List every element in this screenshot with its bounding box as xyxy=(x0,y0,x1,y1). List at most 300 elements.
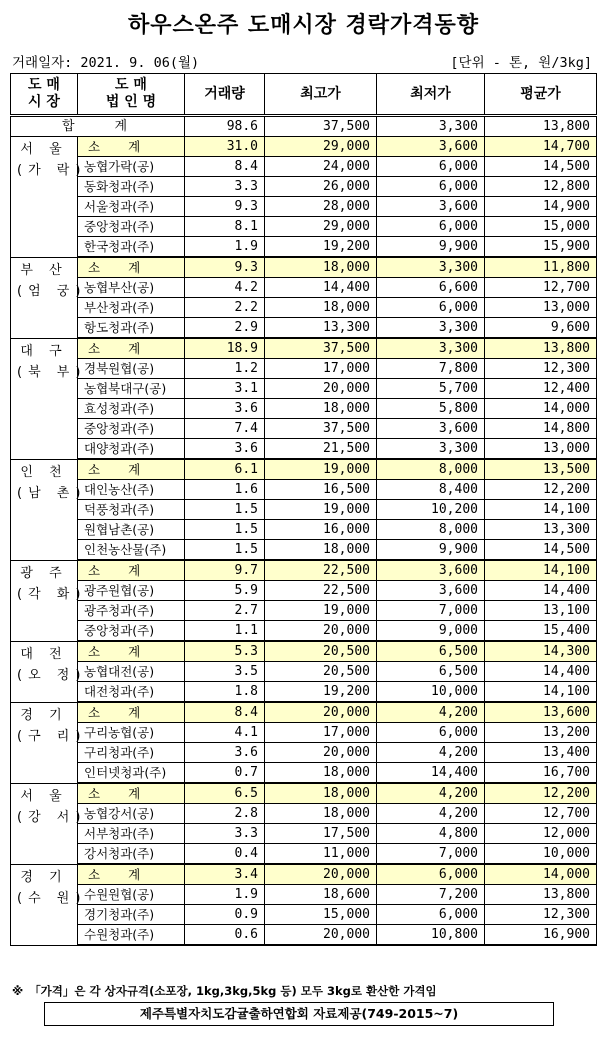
table-row xyxy=(11,237,597,258)
table-row xyxy=(11,540,597,561)
avg-price-cell: 14,100 xyxy=(485,560,597,581)
avg-price-cell: 13,000 xyxy=(485,439,597,460)
min-price-cell: 4,800 xyxy=(377,824,485,844)
volume-cell: 2.9 xyxy=(185,318,265,339)
market-district: (각 화) xyxy=(17,586,87,602)
max-price-cell: 20,000 xyxy=(265,621,377,642)
avg-price-cell: 14,400 xyxy=(485,662,597,682)
avg-price-cell: 15,400 xyxy=(485,621,597,642)
table-row xyxy=(11,520,597,540)
min-price-cell: 8,000 xyxy=(377,520,485,540)
avg-price-cell: 14,500 xyxy=(485,157,597,177)
max-price-cell: 19,200 xyxy=(265,682,377,703)
max-price-cell: 16,000 xyxy=(265,520,377,540)
avg-price-cell: 13,300 xyxy=(485,520,597,540)
corp-name: 한국청과(주) xyxy=(78,237,185,258)
volume-cell: 5.3 xyxy=(185,641,265,662)
header-market xyxy=(11,74,78,116)
table-row xyxy=(11,278,597,298)
volume-cell: 0.6 xyxy=(185,925,265,946)
table-row xyxy=(11,662,597,682)
corp-name: 원협남촌(공) xyxy=(78,520,185,540)
corp-name: 광주원협(공) xyxy=(78,581,185,601)
max-price-cell: 37,500 xyxy=(265,419,377,439)
header-market-line2: 시 장 xyxy=(28,94,60,110)
volume-cell: 1.8 xyxy=(185,682,265,703)
min-price-cell: 6,000 xyxy=(377,905,485,925)
total-row xyxy=(11,116,597,137)
volume-cell: 1.9 xyxy=(185,885,265,905)
max-price-cell: 29,000 xyxy=(265,217,377,237)
price-table xyxy=(10,73,597,946)
max-price-cell: 16,500 xyxy=(265,480,377,500)
volume-cell: 31.0 xyxy=(185,137,265,157)
avg-price-cell: 11,800 xyxy=(485,257,597,278)
corp-name: 부산청과(주) xyxy=(78,298,185,318)
avg-price-cell: 12,700 xyxy=(485,804,597,824)
avg-price-cell: 13,500 xyxy=(485,459,597,480)
min-price-cell: 6,000 xyxy=(377,157,485,177)
table-row xyxy=(11,379,597,399)
corp-name: 소계 xyxy=(78,783,185,804)
corp-name: 인천농산물(주) xyxy=(78,540,185,561)
avg-price-cell: 14,100 xyxy=(485,682,597,703)
table-row xyxy=(11,217,597,237)
unit-label: [단위 - 톤, 원/3kg] xyxy=(450,55,592,71)
max-price-cell: 18,000 xyxy=(265,763,377,784)
volume-cell: 3.5 xyxy=(185,662,265,682)
max-price-cell: 29,000 xyxy=(265,137,377,157)
corp-name: 수원청과(주) xyxy=(78,925,185,946)
corp-name: 수원원협(공) xyxy=(78,885,185,905)
volume-cell: 2.8 xyxy=(185,804,265,824)
avg-price-cell: 16,700 xyxy=(485,763,597,784)
max-price-cell: 18,000 xyxy=(265,540,377,561)
market-group xyxy=(11,338,597,459)
avg-price-cell: 12,800 xyxy=(485,177,597,197)
volume-cell: 1.6 xyxy=(185,480,265,500)
max-price-cell: 18,000 xyxy=(265,298,377,318)
header-volume: 거래량 xyxy=(185,74,265,116)
market-name xyxy=(11,702,87,783)
max-price-cell: 20,000 xyxy=(265,702,377,723)
table-row xyxy=(11,581,597,601)
source-credit: 제주특별자치도감귤출하연합회 자료제공(749-2015~7) xyxy=(44,1002,554,1026)
min-price-cell: 3,300 xyxy=(377,257,485,278)
volume-cell: 2.2 xyxy=(185,298,265,318)
corp-name: 동화청과(주) xyxy=(78,177,185,197)
corp-name: 항도청과(주) xyxy=(78,318,185,339)
volume-cell: 8.4 xyxy=(185,157,265,177)
min-price-cell: 8,400 xyxy=(377,480,485,500)
max-price-cell: 19,000 xyxy=(265,500,377,520)
avg-price-cell: 12,200 xyxy=(485,783,597,804)
market-district: (남 촌) xyxy=(17,485,87,501)
table-row xyxy=(11,177,597,197)
max-price-cell: 18,000 xyxy=(265,399,377,419)
volume-cell: 1.1 xyxy=(185,621,265,642)
avg-price-cell: 15,900 xyxy=(485,237,597,258)
market-district: (수 원) xyxy=(17,890,87,906)
min-price-cell: 3,600 xyxy=(377,197,485,217)
market-name xyxy=(11,338,87,459)
market-district: (오 정) xyxy=(17,667,87,683)
avg-price-cell: 14,000 xyxy=(485,399,597,419)
corp-name: 소계 xyxy=(78,702,185,723)
volume-cell: 9.3 xyxy=(185,197,265,217)
volume-cell: 3.6 xyxy=(185,399,265,419)
max-price-cell: 21,500 xyxy=(265,439,377,460)
min-price-cell: 7,800 xyxy=(377,359,485,379)
market-name xyxy=(11,783,87,864)
corp-name: 소계 xyxy=(78,459,185,480)
min-price-cell: 7,000 xyxy=(377,601,485,621)
subtotal-row xyxy=(11,560,597,581)
avg-price-cell: 9,600 xyxy=(485,318,597,339)
max-price-cell: 20,000 xyxy=(265,379,377,399)
table-row xyxy=(11,743,597,763)
table-row xyxy=(11,419,597,439)
avg-price-cell: 14,900 xyxy=(485,197,597,217)
min-price-cell: 3,600 xyxy=(377,419,485,439)
volume-cell: 3.3 xyxy=(185,177,265,197)
corp-name: 소계 xyxy=(78,864,185,885)
corp-name: 농협북대구(공) xyxy=(78,379,185,399)
volume-cell: 1.5 xyxy=(185,540,265,561)
corp-name: 중앙청과(주) xyxy=(78,217,185,237)
min-price-cell: 10,200 xyxy=(377,500,485,520)
volume-cell: 8.4 xyxy=(185,702,265,723)
max-price-cell: 13,300 xyxy=(265,318,377,339)
corp-name: 농협가락(공) xyxy=(78,157,185,177)
volume-cell: 5.9 xyxy=(185,581,265,601)
min-price-cell: 3,600 xyxy=(377,581,485,601)
subtotal-row xyxy=(11,783,597,804)
volume-cell: 3.3 xyxy=(185,824,265,844)
corp-name: 소계 xyxy=(78,560,185,581)
max-price-cell: 28,000 xyxy=(265,197,377,217)
volume-cell: 4.2 xyxy=(185,278,265,298)
table-row xyxy=(11,844,597,865)
market-city: 대 전 xyxy=(20,646,68,662)
market-city: 경 기 xyxy=(20,869,68,885)
table-row xyxy=(11,298,597,318)
max-price-cell: 17,000 xyxy=(265,723,377,743)
avg-price-cell: 14,800 xyxy=(485,419,597,439)
header-corp-line1: 도 매 xyxy=(115,77,147,93)
market-city: 대 구 xyxy=(20,343,68,359)
total-min: 3,300 xyxy=(377,116,485,137)
volume-cell: 6.5 xyxy=(185,783,265,804)
volume-cell: 1.5 xyxy=(185,520,265,540)
min-price-cell: 10,000 xyxy=(377,682,485,703)
max-price-cell: 18,000 xyxy=(265,804,377,824)
volume-cell: 9.7 xyxy=(185,560,265,581)
header-avg: 평균가 xyxy=(485,74,597,116)
table-row xyxy=(11,763,597,784)
corp-name: 덕풍청과(주) xyxy=(78,500,185,520)
table-row xyxy=(11,500,597,520)
max-price-cell: 14,400 xyxy=(265,278,377,298)
table-row xyxy=(11,197,597,217)
corp-name: 농협대전(공) xyxy=(78,662,185,682)
avg-price-cell: 13,400 xyxy=(485,743,597,763)
corp-name: 인터넷청과(주) xyxy=(78,763,185,784)
max-price-cell: 22,500 xyxy=(265,560,377,581)
corp-name: 농협강서(공) xyxy=(78,804,185,824)
avg-price-cell: 12,400 xyxy=(485,379,597,399)
market-city: 인 천 xyxy=(20,464,68,480)
market-city: 광 주 xyxy=(20,565,68,581)
min-price-cell: 5,700 xyxy=(377,379,485,399)
header-market-line1: 도 매 xyxy=(28,77,60,93)
subtotal-row xyxy=(11,137,597,157)
market-city: 서 울 xyxy=(20,788,68,804)
page-title: 하우스온주 도매시장 경락가격동향 xyxy=(127,13,480,38)
max-price-cell: 26,000 xyxy=(265,177,377,197)
max-price-cell: 18,000 xyxy=(265,783,377,804)
max-price-cell: 20,000 xyxy=(265,925,377,946)
min-price-cell: 6,600 xyxy=(377,278,485,298)
table-row xyxy=(11,885,597,905)
corp-name: 대양청과(주) xyxy=(78,439,185,460)
avg-price-cell: 13,100 xyxy=(485,601,597,621)
total-avg: 13,800 xyxy=(485,116,597,137)
subtotal-row xyxy=(11,459,597,480)
min-price-cell: 6,000 xyxy=(377,864,485,885)
avg-price-cell: 13,200 xyxy=(485,723,597,743)
min-price-cell: 8,000 xyxy=(377,459,485,480)
market-group xyxy=(11,459,597,560)
max-price-cell: 11,000 xyxy=(265,844,377,865)
trade-date: 거래일자: 2021. 9. 06(월) xyxy=(12,55,200,71)
market-city: 경 기 xyxy=(20,707,68,723)
subtotal-row xyxy=(11,641,597,662)
min-price-cell: 3,300 xyxy=(377,439,485,460)
header-corp-line2: 법 인 명 xyxy=(105,94,157,110)
corp-name: 소계 xyxy=(78,257,185,278)
avg-price-cell: 13,000 xyxy=(485,298,597,318)
header-max: 최고가 xyxy=(265,74,377,116)
avg-price-cell: 12,300 xyxy=(485,905,597,925)
avg-price-cell: 15,000 xyxy=(485,217,597,237)
volume-cell: 6.1 xyxy=(185,459,265,480)
corp-name: 강서청과(주) xyxy=(78,844,185,865)
market-name xyxy=(11,459,87,560)
corp-name: 경북원협(공) xyxy=(78,359,185,379)
volume-cell: 3.6 xyxy=(185,439,265,460)
avg-price-cell: 12,300 xyxy=(485,359,597,379)
corp-name: 효성청과(주) xyxy=(78,399,185,419)
market-district: (구 리) xyxy=(17,728,87,744)
corp-name: 서부청과(주) xyxy=(78,824,185,844)
market-group xyxy=(11,257,597,338)
min-price-cell: 9,900 xyxy=(377,237,485,258)
min-price-cell: 3,600 xyxy=(377,560,485,581)
min-price-cell: 4,200 xyxy=(377,743,485,763)
market-name xyxy=(11,864,87,945)
table-row xyxy=(11,399,597,419)
market-city: 서 울 xyxy=(20,142,68,157)
min-price-cell: 6,000 xyxy=(377,177,485,197)
min-price-cell: 7,200 xyxy=(377,885,485,905)
corp-name: 중앙청과(주) xyxy=(78,419,185,439)
market-district: (강 서) xyxy=(17,809,87,825)
header-corp xyxy=(78,74,185,116)
max-price-cell: 20,000 xyxy=(265,743,377,763)
market-district: (엄 궁) xyxy=(17,283,87,299)
table-row xyxy=(11,804,597,824)
corp-name: 농협부산(공) xyxy=(78,278,185,298)
subtotal-row xyxy=(11,338,597,359)
volume-cell: 18.9 xyxy=(185,338,265,359)
info-bar xyxy=(12,51,592,71)
market-group xyxy=(11,702,597,783)
note-text: 「가격」은 각 상자규격(소포장, 1kg,3kg,5kg 등) 모두 3kg로 환산한 가격임 xyxy=(29,984,437,998)
min-price-cell: 4,200 xyxy=(377,783,485,804)
volume-cell: 2.7 xyxy=(185,601,265,621)
avg-price-cell: 12,700 xyxy=(485,278,597,298)
max-price-cell: 22,500 xyxy=(265,581,377,601)
table-row xyxy=(11,601,597,621)
corp-name: 구리청과(주) xyxy=(78,743,185,763)
volume-cell: 1.5 xyxy=(185,500,265,520)
table-header-row xyxy=(11,74,597,116)
market-name xyxy=(11,137,87,258)
volume-cell: 3.4 xyxy=(185,864,265,885)
avg-price-cell: 16,900 xyxy=(485,925,597,946)
volume-cell: 3.1 xyxy=(185,379,265,399)
volume-cell: 1.2 xyxy=(185,359,265,379)
volume-cell: 9.3 xyxy=(185,257,265,278)
min-price-cell: 4,200 xyxy=(377,702,485,723)
total-volume: 98.6 xyxy=(185,116,265,137)
max-price-cell: 20,500 xyxy=(265,641,377,662)
market-city: 부 산 xyxy=(20,262,68,278)
min-price-cell: 6,000 xyxy=(377,217,485,237)
avg-price-cell: 14,400 xyxy=(485,581,597,601)
max-price-cell: 15,000 xyxy=(265,905,377,925)
min-price-cell: 7,000 xyxy=(377,844,485,865)
market-district: (가 락) xyxy=(17,163,87,178)
max-price-cell: 24,000 xyxy=(265,157,377,177)
min-price-cell: 3,300 xyxy=(377,338,485,359)
max-price-cell: 20,000 xyxy=(265,864,377,885)
avg-price-cell: 14,100 xyxy=(485,500,597,520)
market-group xyxy=(11,560,597,641)
corp-name: 광주청과(주) xyxy=(78,601,185,621)
max-price-cell: 19,000 xyxy=(265,459,377,480)
min-price-cell: 5,800 xyxy=(377,399,485,419)
max-price-cell: 18,000 xyxy=(265,257,377,278)
market-group xyxy=(11,137,597,258)
volume-cell: 3.6 xyxy=(185,743,265,763)
min-price-cell: 6,500 xyxy=(377,662,485,682)
volume-cell: 0.9 xyxy=(185,905,265,925)
footnote xyxy=(12,983,437,999)
corp-name: 경기청과(주) xyxy=(78,905,185,925)
market-name xyxy=(11,641,87,702)
corp-name: 대전청과(주) xyxy=(78,682,185,703)
subtotal-row xyxy=(11,702,597,723)
min-price-cell: 3,600 xyxy=(377,137,485,157)
volume-cell: 7.4 xyxy=(185,419,265,439)
max-price-cell: 20,500 xyxy=(265,662,377,682)
avg-price-cell: 13,800 xyxy=(485,338,597,359)
avg-price-cell: 12,000 xyxy=(485,824,597,844)
market-group xyxy=(11,783,597,864)
subtotal-row xyxy=(11,257,597,278)
total-max: 37,500 xyxy=(265,116,377,137)
avg-price-cell: 14,000 xyxy=(485,864,597,885)
avg-price-cell: 14,500 xyxy=(485,540,597,561)
volume-cell: 1.9 xyxy=(185,237,265,258)
subtotal-row xyxy=(11,864,597,885)
max-price-cell: 19,200 xyxy=(265,237,377,258)
table-row xyxy=(11,439,597,460)
table-row xyxy=(11,682,597,703)
volume-cell: 0.4 xyxy=(185,844,265,865)
volume-cell: 8.1 xyxy=(185,217,265,237)
volume-cell: 0.7 xyxy=(185,763,265,784)
min-price-cell: 9,000 xyxy=(377,621,485,642)
table-row xyxy=(11,723,597,743)
max-price-cell: 19,000 xyxy=(265,601,377,621)
corp-name: 소계 xyxy=(78,641,185,662)
market-district: (북 부) xyxy=(17,364,87,380)
corp-name: 소계 xyxy=(78,137,185,157)
table-row xyxy=(11,925,597,946)
avg-price-cell: 12,200 xyxy=(485,480,597,500)
market-name xyxy=(11,257,87,338)
avg-price-cell: 10,000 xyxy=(485,844,597,865)
volume-cell: 4.1 xyxy=(185,723,265,743)
market-name xyxy=(11,560,87,641)
corp-name: 중앙청과(주) xyxy=(78,621,185,642)
min-price-cell: 9,900 xyxy=(377,540,485,561)
max-price-cell: 37,500 xyxy=(265,338,377,359)
avg-price-cell: 14,300 xyxy=(485,641,597,662)
min-price-cell: 6,000 xyxy=(377,298,485,318)
market-group xyxy=(11,641,597,702)
min-price-cell: 6,500 xyxy=(377,641,485,662)
max-price-cell: 18,600 xyxy=(265,885,377,905)
header-min: 최저가 xyxy=(377,74,485,116)
min-price-cell: 4,200 xyxy=(377,804,485,824)
max-price-cell: 17,000 xyxy=(265,359,377,379)
corp-name: 구리농협(공) xyxy=(78,723,185,743)
avg-price-cell: 13,600 xyxy=(485,702,597,723)
min-price-cell: 14,400 xyxy=(377,763,485,784)
avg-price-cell: 13,800 xyxy=(485,885,597,905)
note-mark: ※ xyxy=(12,984,24,998)
min-price-cell: 3,300 xyxy=(377,318,485,339)
table-row xyxy=(11,318,597,339)
corp-name: 서울청과(주) xyxy=(78,197,185,217)
min-price-cell: 6,000 xyxy=(377,723,485,743)
table-row xyxy=(11,621,597,642)
table-row xyxy=(11,905,597,925)
table-row xyxy=(11,157,597,177)
table-row xyxy=(11,480,597,500)
corp-name: 소계 xyxy=(78,338,185,359)
total-label: 합계 xyxy=(11,116,185,137)
market-group xyxy=(11,864,597,945)
avg-price-cell: 14,700 xyxy=(485,137,597,157)
corp-name: 대인농산(주) xyxy=(78,480,185,500)
table-row xyxy=(11,824,597,844)
table-row xyxy=(11,359,597,379)
